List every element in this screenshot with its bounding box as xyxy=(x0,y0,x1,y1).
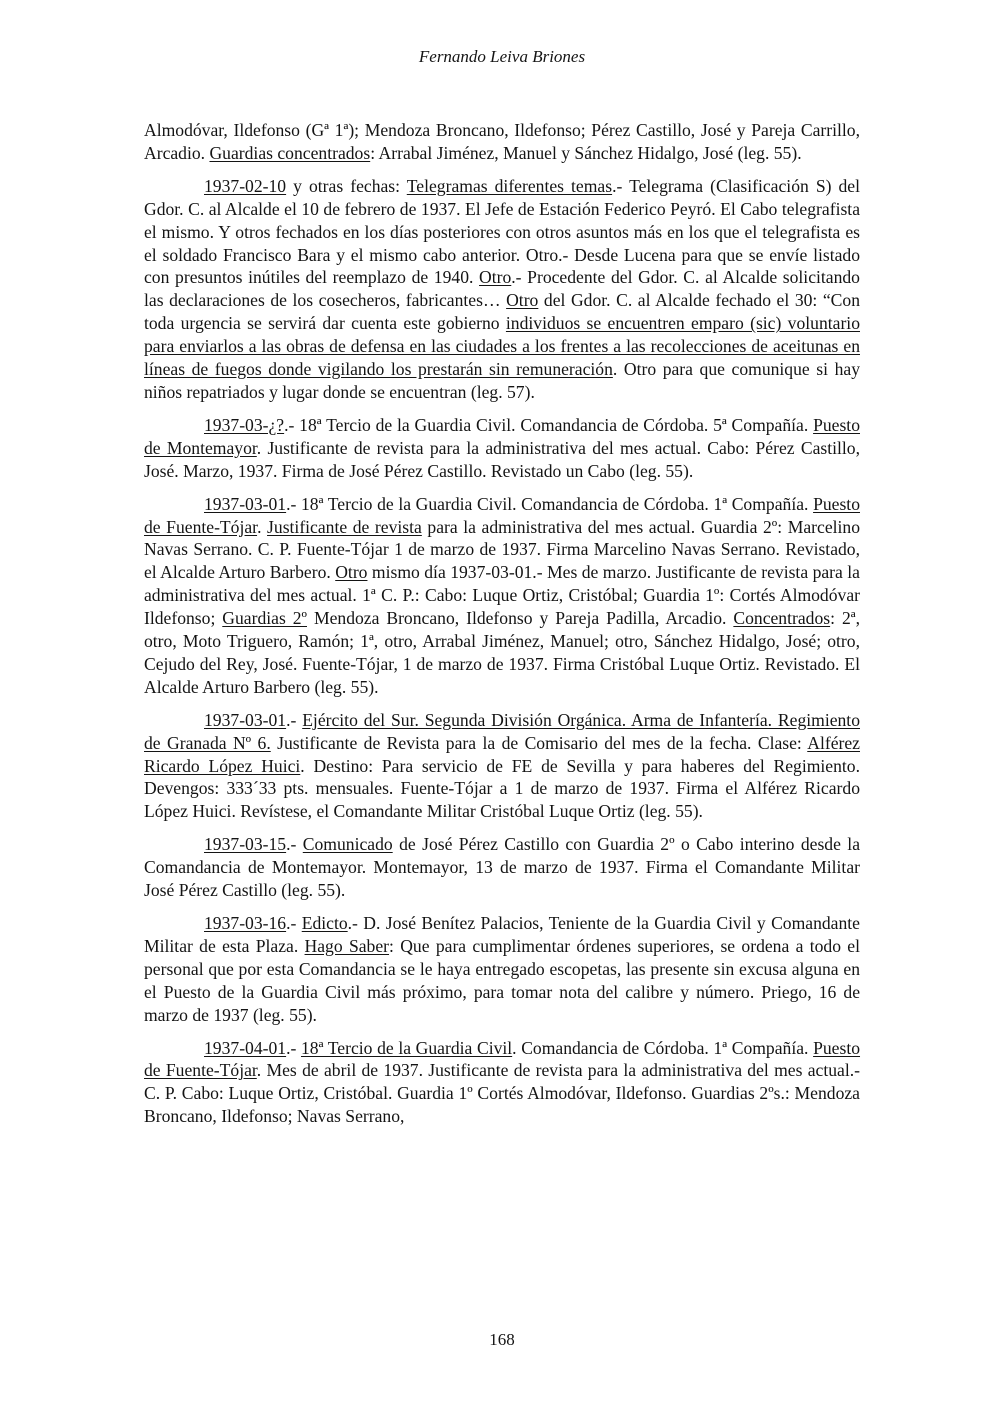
underlined-text: 18ª Tercio de la Guardia Civil xyxy=(301,1037,513,1058)
entry-paragraph xyxy=(144,833,860,902)
underlined-text: Puesto de Fuente-Tójar xyxy=(144,1037,861,1081)
paragraph-text: .- xyxy=(286,709,303,730)
underlined-text: Telegramas diferentes temas xyxy=(406,175,613,196)
underlined-text: Comunicado xyxy=(302,834,393,855)
underlined-text: Otro xyxy=(506,290,539,311)
paragraph-text: . xyxy=(257,516,268,537)
paragraph-text: .- Telegrama (Clasificación S) del Gdor. C. al Alcalde el 10 de febrero de 1937. El Jefe de Estación Federico Peyró. El Cabo telegrafista el mismo. Y otros fechados en los días posteriores con otros asuntos más en los que el telegrafista es el soldado Francisco Bara y el mismo cabo anterior. Otro.- Desde Lucena para que se envíe listado con presuntos inútiles del reemplazo de 1940. xyxy=(144,175,861,288)
entry-paragraph xyxy=(144,912,860,1027)
entry-paragraph xyxy=(144,119,860,165)
paragraph-text: . Comandancia de Córdoba. 1ª Compañía. xyxy=(512,1037,814,1058)
paragraph-text: .- D. José Benítez Palacios, Teniente de la Guardia Civil y Comandante Militar de esta Plaza. xyxy=(144,913,860,956)
paragraph-text: . Otro para que comunique si hay niños repatriados y lugar donde se encuentran (leg. 57). xyxy=(144,359,860,402)
entry-paragraph xyxy=(144,414,860,483)
entry-paragraph xyxy=(144,1037,860,1129)
running-header-author: Fernando Leiva Briones xyxy=(418,47,586,66)
entry-paragraph xyxy=(144,709,860,824)
entry-paragraph xyxy=(144,493,860,699)
paragraph-text: .- xyxy=(286,1037,301,1058)
paragraph-text: . Justificante de revista para la administrativa del mes actual. Cabo: Pérez Castillo, José. Marzo, 1937. Firma de José Pérez Castillo. Revistado un Cabo (leg. 55). xyxy=(144,437,860,481)
underlined-text: Edicto xyxy=(301,913,348,933)
paragraph-text: Justificante de Revista para la de Comisario del mes de la fecha. Clase: xyxy=(270,732,808,753)
paragraph-text: . Destino: Para servicio de FE de Sevilla y para haberes del Regimiento. Devengos: 333´33 pts. mensuales. Fuente-Tójar a 1 de marzo de 1937. Firma el Alférez Ricardo López Huici. Revístese, el Comandante Militar Cristóbal Luque Ortiz (leg. 55). xyxy=(144,755,860,822)
underlined-text: 1937-03-15 xyxy=(204,834,287,855)
underlined-text: 1937-03-16 xyxy=(204,913,287,933)
underlined-text: Ejército del Sur. Segunda División Orgánica. Arma de Infantería. Regimiento de Granada Nº 6. xyxy=(144,709,860,753)
paragraph-text: Mendoza Broncano, Ildefonso y Pareja Padilla, Arcadio. xyxy=(307,608,734,629)
underlined-text: 1937-03-01 xyxy=(204,709,287,730)
underlined-text: 1937-03-¿? xyxy=(204,414,285,435)
paragraph-text: . Mes de abril de 1937. Justificante de revista para la administrativa del mes actual.- C. P. Cabo: Luque Ortiz, Cristóbal. Guardia 1º Cortés Almodóvar, Ildefonso. Guardias 2ºs.: Mendoza Broncano, Ildefonso; Navas Serrano, xyxy=(144,1060,860,1127)
underlined-text: 1937-02-10 xyxy=(204,175,287,196)
paragraph-text: .- xyxy=(286,913,302,933)
underlined-text: Alférez Ricardo López Huici xyxy=(144,732,860,776)
paragraph-text: mismo día 1937-03-01.- Mes de marzo. Justificante de revista para la administrativa del mes actual. 1ª C. P.: Cabo: Luque Ortiz, Cristóbal; Guardia 1º: Cortés Almodóvar Ildefonso; xyxy=(144,562,860,629)
paragraph-text: .- 18ª Tercio de la Guardia Civil. Comandancia de Córdoba. 5ª Compañía. xyxy=(284,414,814,435)
page-number: 168 xyxy=(489,1330,515,1349)
paragraph-text: .- Procedente del Gdor. C. al Alcalde solicitando las declaraciones de los cosecheros, fabricantes… xyxy=(144,267,860,311)
paragraph-text: del Gdor. C. al Alcalde fechado el 30: “Con toda urgencia se servirá dar cuenta este gobierno xyxy=(144,290,860,334)
document-body xyxy=(144,119,860,1138)
underlined-text: Guardias 2º xyxy=(222,608,307,629)
underlined-text: 1937-04-01 xyxy=(204,1037,287,1058)
paragraph-text: para la administrativa del mes actual. Guardia 2º: Marcelino Navas Serrano. C. P. Fuente-Tójar 1 de marzo de 1937. Firma Marcelino Navas Serrano. Revistado, el Alcalde Arturo Barbero. xyxy=(144,516,860,583)
paragraph-text: de José Pérez Castillo con Guardia 2º o Cabo interino desde la Comandancia de Montemayor. Montemayor, 13 de marzo de 1937. Firma el Comandante Militar José Pérez Castillo (leg. 55). xyxy=(144,834,861,901)
underlined-text: Hago Saber xyxy=(304,935,390,956)
paragraph-text: : Que para cumplimentar órdenes superiores, se ordena a todo el personal que por esta Comandancia se le haya entregado escopetas, las presente sin excusa alguna en el Puesto de la Guardia Civil más próximo, para tomar nota del calibre y número. Priego, 16 de marzo de 1937 (leg. 55). xyxy=(144,935,860,1025)
entry-paragraph xyxy=(144,175,860,404)
underlined-text: Concentrados xyxy=(733,608,831,629)
underlined-text: Guardias concentrados xyxy=(209,142,371,163)
paragraph-text: Almodóvar, Ildefonso (Gª 1ª); Mendoza Broncano, Ildefonso; Pérez Castillo, José y Pareja Carrillo, Arcadio. xyxy=(144,120,860,163)
underlined-text: Puesto de Fuente-Tójar xyxy=(144,493,860,537)
paragraph-text: : Arrabal Jiménez, Manuel y Sánchez Hidalgo, José (leg. 55). xyxy=(370,142,802,163)
underlined-text: Otro xyxy=(479,267,512,288)
underlined-text: Puesto de Montemayor xyxy=(144,414,860,458)
paragraph-text: .- xyxy=(286,834,303,855)
paragraph-text: y otras fechas: xyxy=(286,175,407,196)
underlined-text: Justificante de revista xyxy=(267,516,422,537)
underlined-text: Otro xyxy=(335,562,368,583)
paragraph-text: : 2ª, otro, Moto Triguero, Ramón; 1ª, otro, Arrabal Jiménez, Manuel; otro, Sánchez Hidalgo, José; otro, Cejudo del Rey, José. Fuente-Tójar, 1 de marzo de 1937. Firma Cristóbal Luque Ortiz. Revistado. El Alcalde Arturo Barbero (leg. 55). xyxy=(144,608,860,697)
paragraph-text: .- 18ª Tercio de la Guardia Civil. Comandancia de Córdoba. 1ª Compañía. xyxy=(286,493,814,514)
underlined-text: 1937-03-01 xyxy=(204,493,287,514)
underlined-text: individuos se encuentren emparo (sic) voluntario para enviarlos a las obras de defensa en las ciudades a los frentes a las recolecciones de aceitunas en líneas de fuegos donde vigilando los prestarán sin remuneración xyxy=(144,313,860,380)
